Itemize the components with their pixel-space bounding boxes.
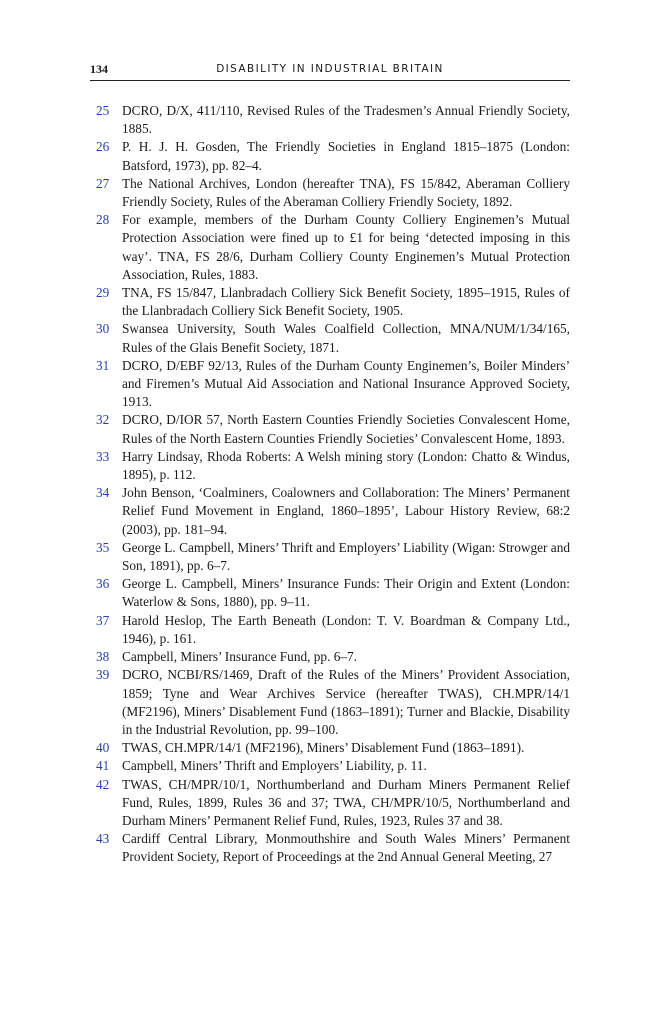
endnote-number: 39	[96, 667, 110, 683]
endnote-text: The National Archives, London (hereafter TNA), FS 15/842, Aberaman Colliery Friendly Society, Rules of the Aberaman Colliery Friendly Society, 1892.	[122, 175, 570, 210]
endnote	[90, 575, 570, 611]
endnote-number: 27	[96, 175, 110, 191]
endnote	[90, 757, 570, 775]
endnote	[90, 539, 570, 575]
endnote	[90, 776, 570, 831]
endnote-number: 41	[96, 758, 110, 774]
endnote	[90, 612, 570, 648]
endnote-number: 28	[96, 212, 110, 228]
endnote-text: Harry Lindsay, Rhoda Roberts: A Welsh mining story (London: Chatto & Windus, 1895), p. 112.	[122, 448, 570, 483]
endnote-number: 42	[96, 776, 110, 792]
endnote-text: George L. Campbell, Miners’ Thrift and Employers’ Liability (Wigan: Strowger and Son, 1891), pp. 6–7.	[122, 539, 570, 574]
running-header	[90, 60, 570, 81]
endnote	[90, 211, 570, 284]
endnote	[90, 138, 570, 174]
endnote-text: Campbell, Miners’ Insurance Fund, pp. 6–7.	[122, 649, 357, 665]
endnote-number: 26	[96, 139, 110, 155]
endnote-text: TNA, FS 15/847, Llanbradach Colliery Sick Benefit Society, 1895–1915, Rules of the Llanbradach Colliery Sick Benefit Society, 1905.	[122, 285, 570, 319]
endnote-number: 35	[96, 539, 110, 555]
endnotes-list	[90, 102, 570, 867]
endnote	[90, 357, 570, 412]
endnote-text: Campbell, Miners’ Thrift and Employers’ Liability, p. 11.	[122, 758, 427, 774]
endnote-number: 38	[96, 649, 110, 665]
endnote-number: 43	[96, 831, 110, 847]
endnote	[90, 320, 570, 356]
endnote-text: DCRO, NCBI/RS/1469, Draft of the Rules of the Miners’ Provident Association, 1859; Tyne and Wear Archives Service (hereafter TWAS), CH.MPR/14/1 (MF2196), Miners’ Disablement Fund (1863–1891); Turner and Blackie, Disability in the Industrial Revolution, pp. 99–100.	[122, 667, 570, 737]
endnote-text: For example, members of the Durham County Colliery Enginemen’s Mutual Protection Association were fined up to £1 for being ‘detected imposing in this way’. TNA, FS 28/6, Durham Colliery County Enginemen’s Mutual Protection Association, Rules, 1883.	[122, 212, 570, 282]
endnote-text: DCRO, D/X, 411/110, Revised Rules of the Tradesmen’s Annual Friendly Society, 1885.	[122, 103, 570, 137]
endnote-text: John Benson, ‘Coalminers, Coalowners and Collaboration: The Miners’ Permanent Relief Fund Movement in England, 1860–1895’, Labour History Review, 68:2 (2003), pp. 181–94.	[122, 485, 570, 537]
endnote-text: P. H. J. H. Gosden, The Friendly Societies in England 1815–1875 (London: Batsford, 1973), pp. 82–4.	[122, 139, 570, 173]
endnote-number: 31	[96, 357, 110, 373]
endnote-number: 29	[96, 285, 110, 301]
endnote-text: Cardiff Central Library, Monmouthshire and South Wales Miners’ Permanent Provident Society, Report of Proceedings at the 2nd Annual General Meeting, 27	[122, 831, 570, 865]
page-number: 134	[90, 62, 108, 76]
endnote-number: 32	[96, 412, 110, 428]
endnote-number: 33	[96, 448, 110, 464]
endnote	[90, 411, 570, 447]
endnote-number: 37	[96, 612, 110, 628]
endnote-text: DCRO, D/EBF 92/13, Rules of the Durham County Enginemen’s, Boiler Minders’ and Firemen’s Mutual Aid Association and National Insurance Approved Society, 1913.	[122, 357, 570, 410]
endnote-number: 30	[96, 321, 110, 337]
running-title: DISABILITY IN INDUSTRIAL BRITAIN	[216, 63, 444, 75]
endnote	[90, 739, 570, 757]
endnote	[90, 102, 570, 138]
endnote	[90, 175, 570, 211]
endnote	[90, 648, 570, 666]
endnote-text: Harold Heslop, The Earth Beneath (London: T. V. Boardman & Company Ltd., 1946), p. 161.	[122, 612, 570, 646]
endnote	[90, 830, 570, 866]
endnote-text: Swansea University, South Wales Coalfield Collection, MNA/NUM/1/34/165, Rules of the Glais Benefit Society, 1871.	[122, 321, 570, 355]
endnote-number: 40	[96, 740, 110, 756]
endnote-text: TWAS, CH.MPR/14/1 (MF2196), Miners’ Disablement Fund (1863–1891).	[122, 740, 525, 756]
endnote	[90, 484, 570, 539]
endnote	[90, 448, 570, 484]
endnote-text: George L. Campbell, Miners’ Insurance Funds: Their Origin and Extent (London: Waterlow & Sons, 1880), pp. 9–11.	[122, 576, 570, 610]
endnote-text: DCRO, D/IOR 57, North Eastern Counties Friendly Societies Convalescent Home, Rules of the North Eastern Counties Friendly Societies’ Convalescent Home, 1893.	[122, 412, 570, 446]
endnote	[90, 284, 570, 320]
endnote	[90, 666, 570, 739]
endnote-number: 25	[96, 103, 110, 118]
endnote-number: 34	[96, 485, 110, 501]
endnote-number: 36	[96, 576, 110, 592]
endnote-text: TWAS, CH/MPR/10/1, Northumberland and Durham Miners Permanent Relief Fund, Rules, 1899, Rules 36 and 37; TWA, CH/MPR/10/5, Northumberland and Durham Miners’ Permanent Relief Fund, Rules, 1923, Rules 37 and 38.	[122, 776, 570, 828]
